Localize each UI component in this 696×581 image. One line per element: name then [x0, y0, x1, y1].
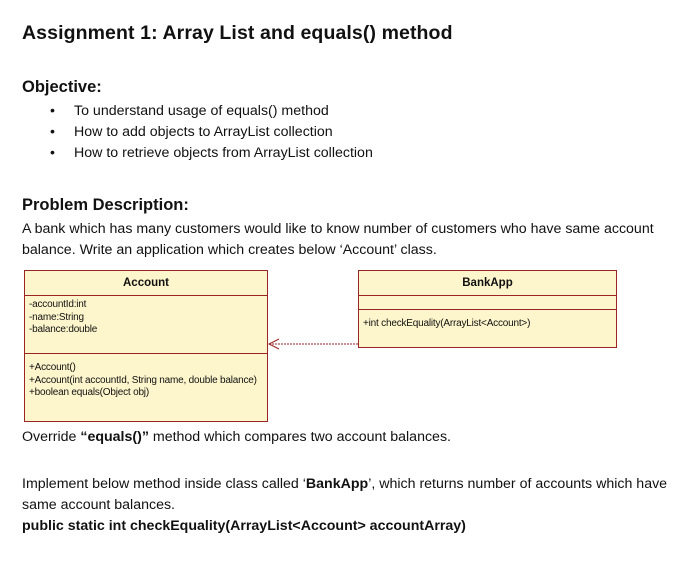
description-text: A bank which has many customers would like to know number of customers who have same account balance. Write an application which creates below [22, 221, 654, 258]
bankapp-attributes [359, 296, 616, 310]
objective-item-text: How to retrieve objects from ArrayList collection [74, 145, 373, 161]
problem-description [22, 219, 674, 261]
quote-close: ’ [368, 476, 372, 492]
account-operations [25, 354, 267, 423]
bankapp-class-name: BankApp [359, 271, 616, 296]
implement-instruction [22, 474, 674, 516]
override-instruction [22, 429, 451, 445]
operation: +int checkEquality(ArrayList<Account>) [363, 318, 531, 329]
override-text-end: method which compares two account balances. [148, 429, 451, 445]
dependency-arrow-icon [265, 336, 361, 352]
quote-open: ‘ [302, 476, 306, 492]
account-attributes [25, 296, 267, 354]
list-item [50, 143, 373, 164]
page-title: Assignment 1: Array List and equals() method [22, 22, 453, 44]
override-method: “equals()” [80, 429, 149, 445]
operation: +boolean equals(Object obj) [29, 387, 149, 398]
objective-item-text: How to add objects to ArrayList collection [74, 124, 333, 140]
problem-heading: Problem Description: [22, 196, 189, 214]
implement-class-name: BankApp [305, 476, 369, 492]
list-item [50, 101, 373, 122]
attribute: -balance:double [29, 324, 98, 335]
implement-text-end: , which returns number of accounts which have same account balances. [22, 476, 668, 513]
bullet-icon: • [50, 103, 55, 119]
override-text: Override [22, 429, 81, 445]
bankapp-operations [359, 310, 616, 348]
bullet-icon: • [50, 145, 55, 161]
operation: +Account(int accountId, String name, double balance) [29, 374, 257, 386]
description-class-name: ‘Account’ [339, 242, 397, 258]
account-class-diagram [24, 270, 268, 422]
list-item [50, 122, 373, 143]
objective-list [50, 101, 373, 164]
account-class-name: Account [25, 271, 267, 296]
description-text-end: class. [396, 242, 437, 258]
bankapp-class-diagram [358, 270, 617, 348]
objective-item-text: To understand usage of equals() method [74, 103, 329, 119]
bullet-icon: • [50, 124, 55, 140]
operation: +Account() [29, 362, 76, 373]
attribute: -accountId:int [29, 299, 87, 310]
objective-heading: Objective: [22, 78, 102, 96]
attribute: -name:String [29, 311, 84, 323]
implement-text: Implement below method inside class called [22, 476, 303, 492]
method-signature: public static int checkEquality(ArrayList<Account> accountArray) [22, 518, 466, 534]
